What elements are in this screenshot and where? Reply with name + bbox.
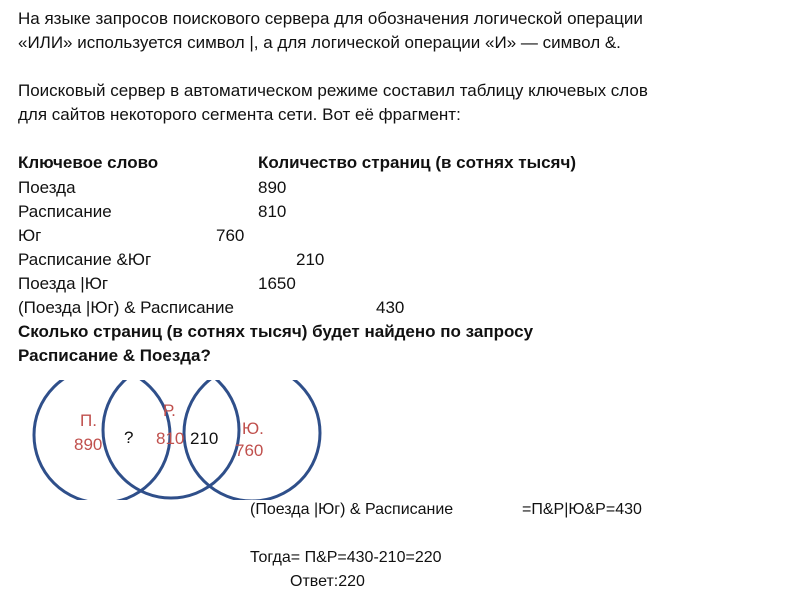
intro-line-2: «ИЛИ» используется символ |, а для логической операции «И» — символ &.	[18, 33, 621, 52]
venn-value-trains: 890	[74, 435, 103, 454]
table-row-pages: 210	[296, 250, 325, 269]
table-row-pages: 810	[258, 202, 287, 221]
solution-query: (Поезда |Юг) & Расписание	[250, 501, 454, 518]
table-row-keyword: Расписание	[18, 202, 112, 221]
venn-diagram	[0, 380, 340, 500]
solution-formula: =П&Р|Ю&Р=430	[522, 501, 642, 518]
intro-line-1: На языке запросов поискового сервера для обозначения логической операции	[18, 9, 643, 28]
table-row-keyword: Расписание &Юг	[18, 250, 152, 269]
solution-then: Тогда= П&Р=430-210=220	[250, 549, 442, 566]
table-row-pages: 430	[376, 298, 405, 317]
solution-answer: Ответ:220	[290, 573, 365, 590]
venn-value-schedule: 810	[156, 429, 185, 448]
intro-line-4: для сайтов некоторого сегмента сети. Вот её фрагмент:	[18, 105, 461, 124]
venn-value-south: 760	[235, 441, 264, 460]
table-row-pages: 1650	[258, 274, 296, 293]
venn-unknown: ?	[124, 428, 134, 447]
table-row-keyword: Поезда |Юг	[18, 274, 109, 293]
table-row-keyword: Поезда	[18, 178, 76, 197]
table-header-pages: Количество страниц (в сотнях тысяч)	[258, 153, 577, 172]
venn-label-schedule: Р.	[163, 401, 176, 420]
venn-label-trains: П.	[80, 411, 97, 430]
venn-intersection-value: 210	[190, 429, 219, 448]
table-row-keyword: (Поезда |Юг) & Расписание	[18, 298, 234, 317]
table-row-pages: 760	[216, 226, 245, 245]
intro-line-3: Поисковый сервер в автоматическом режиме составил таблицу ключевых слов	[18, 81, 648, 100]
question-line-2: Расписание & Поезда?	[18, 346, 211, 365]
venn-label-south: Ю.	[242, 419, 264, 438]
table-row-pages: 890	[258, 178, 287, 197]
question-line-1: Сколько страниц (в сотнях тысяч) будет найдено по запросу	[18, 322, 534, 341]
table-header-keyword: Ключевое слово	[18, 153, 159, 172]
table-row-keyword: Юг	[18, 226, 42, 245]
